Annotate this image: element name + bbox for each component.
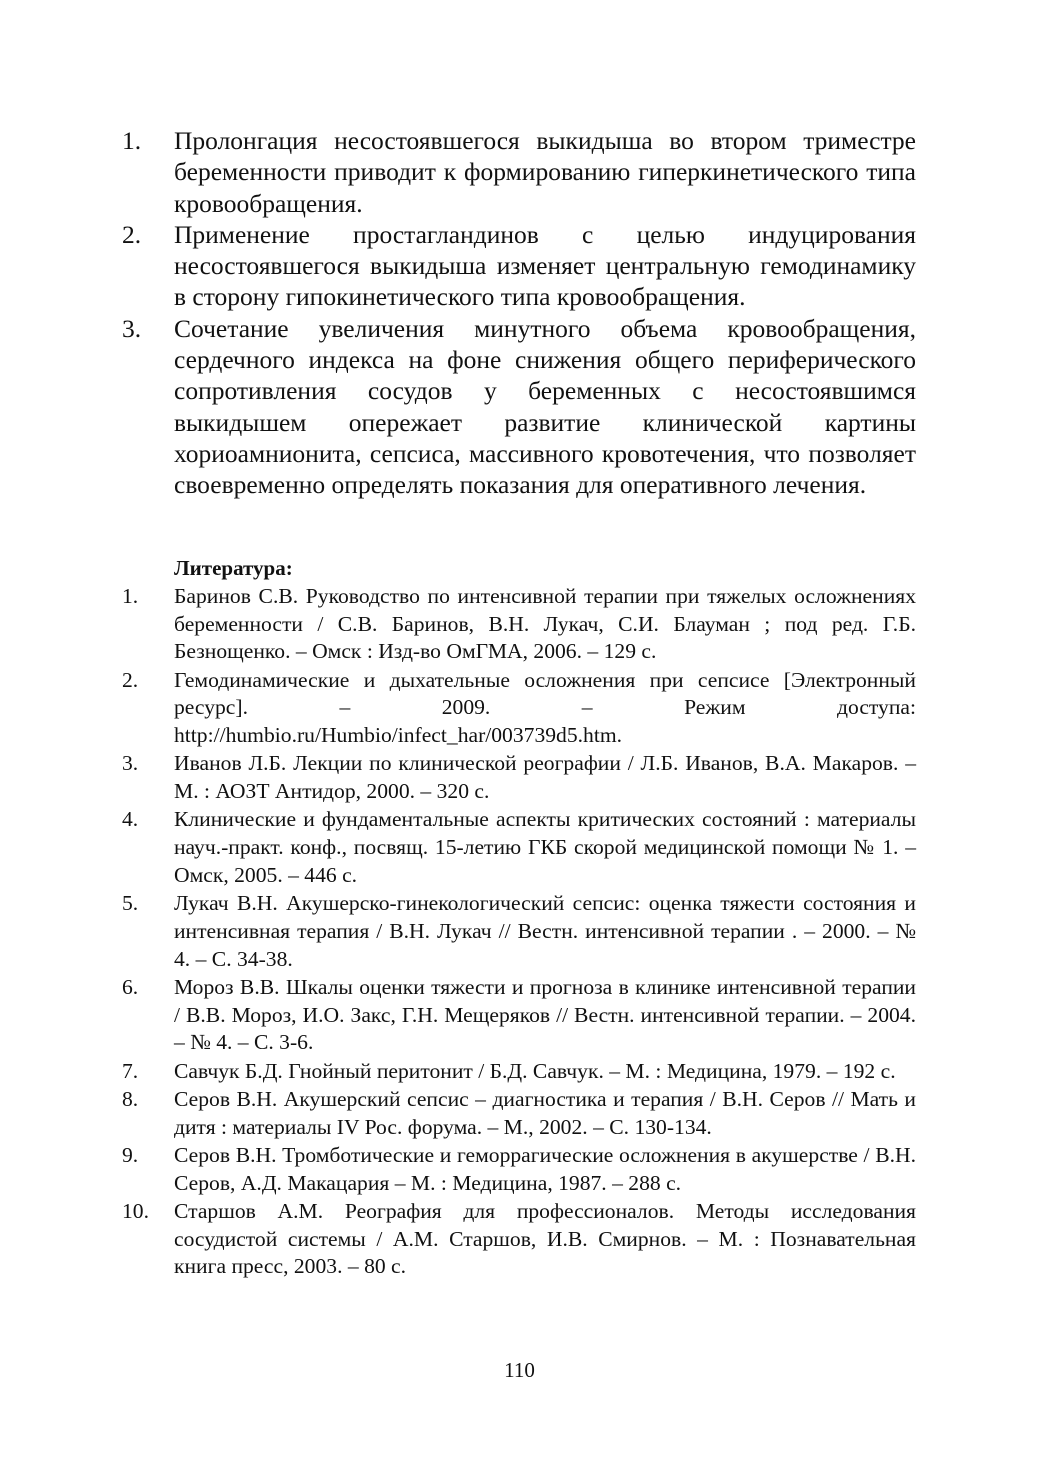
reference-number: 5. xyxy=(122,891,139,916)
page-number: 110 xyxy=(504,1358,535,1382)
conclusion-text: Пролонгация несостоявшегося выкидыша во втором триместре беременности приводит к формированию гиперкинетического типа кровообращения. xyxy=(174,126,916,218)
reference-item xyxy=(122,750,916,805)
reference-text: Савчук Б.Д. Гнойный перитонит / Б.Д. Савчук. – М. : Медицина, 1979. – 192 с. xyxy=(174,1058,896,1083)
reference-item xyxy=(122,890,916,973)
reference-text: Серов В.Н. Акушерский сепсис – диагностика и терапия / В.Н. Серов // Мать и дитя : материалы IV Рос. форума. – М., 2002. – С. 130-134. xyxy=(174,1086,916,1139)
conclusion-item xyxy=(122,125,916,219)
conclusion-item xyxy=(122,313,916,501)
reference-item xyxy=(122,1058,916,1086)
reference-text: Баринов С.В. Руководство по интенсивной терапии при тяжелых осложнениях беременности / С.В. Баринов, В.Н. Лукач, С.И. Блауман ; под ред. Г.Б. Безнощенко. – Омск : Изд-во ОмГМА, 2006. – 129 с. xyxy=(174,584,916,664)
reference-number: 6. xyxy=(122,974,139,999)
reference-item xyxy=(122,1142,916,1197)
reference-number: 7. xyxy=(122,1058,139,1083)
reference-item xyxy=(122,1198,916,1281)
conclusion-item xyxy=(122,219,916,313)
reference-number: 9. xyxy=(122,1142,139,1167)
reference-text: Иванов Л.Б. Лекции по клинической реографии / Л.Б. Иванов, В.А. Макаров. – М. : АОЗТ Антидор, 2000. – 320 с. xyxy=(174,751,916,804)
conclusion-number: 2. xyxy=(122,219,142,249)
reference-text: Гемодинамические и дыхательные осложнения при сепсисе [Электронный ресурс]. – 2009. – Режим доступа: http://humbio.ru/Humbio/infect_har/003739d5.htm. xyxy=(174,667,916,748)
reference-text: Клинические и фундаментальные аспекты критических состояний : материалы науч.-практ. конф., посвящ. 15-летию ГКБ скорой медицинской помощи № 1. – Омск, 2005. – 446 с. xyxy=(174,807,916,887)
reference-number: 3. xyxy=(122,751,139,776)
conclusion-number: 1. xyxy=(122,126,142,155)
reference-text: Серов В.Н. Тромботические и геморрагические осложнения в акушерстве / В.Н. Серов, А.Д. Макацария – М. : Медицина, 1987. – 288 с. xyxy=(174,1142,916,1195)
reference-number: 8. xyxy=(122,1086,139,1111)
reference-item xyxy=(122,667,916,750)
reference-number: 10. xyxy=(122,1198,149,1223)
reference-number: 4. xyxy=(122,807,139,832)
conclusion-text: Применение простагландинов с целью индуцирования несостоявшегося выкидыша изменяет центральную гемодинамику в сторону гипокинетического типа кровообращения. xyxy=(174,219,916,312)
reference-item xyxy=(122,806,916,889)
references-list xyxy=(122,583,916,1282)
reference-item xyxy=(122,583,916,666)
reference-item xyxy=(122,974,916,1057)
conclusions-list xyxy=(122,125,916,501)
reference-number: 2. xyxy=(122,667,139,692)
conclusion-number: 3. xyxy=(122,313,142,343)
reference-text: Лукач В.Н. Акушерско-гинекологический сепсис: оценка тяжести состояния и интенсивная терапия / В.Н. Лукач // Вестн. интенсивной терапии . – 2000. – № 4. – С. 34-38. xyxy=(174,891,916,971)
conclusion-text: Сочетание увеличения минутного объема кровообращения, сердечного индекса на фоне снижения общего периферического сопротивления сосудов у беременных с несостоявшимся выкидышем опережает развитие клинической картины хориоамнионита, сепсиса, массивного кровотечения, что позволяет своевременно определять показания для оперативного лечения. xyxy=(174,313,916,500)
reference-text: Старшов А.М. Реография для профессионалов. Методы исследования сосудистой системы / А.М. Старшов, И.В. Смирнов. – М. : Познавательная книга пресс, 2003. – 80 с. xyxy=(174,1198,916,1279)
reference-number: 1. xyxy=(122,584,139,608)
reference-text: Мороз В.В. Шкалы оценки тяжести и прогноза в клинике интенсивной терапии / В.В. Мороз, И.О. Закс, Г.Н. Мещеряков // Вестн. интенсивной терапии. – 2004. – № 4. – С. 3-6. xyxy=(174,974,916,1055)
literature-heading: Литература: xyxy=(174,556,293,580)
reference-item xyxy=(122,1086,916,1141)
